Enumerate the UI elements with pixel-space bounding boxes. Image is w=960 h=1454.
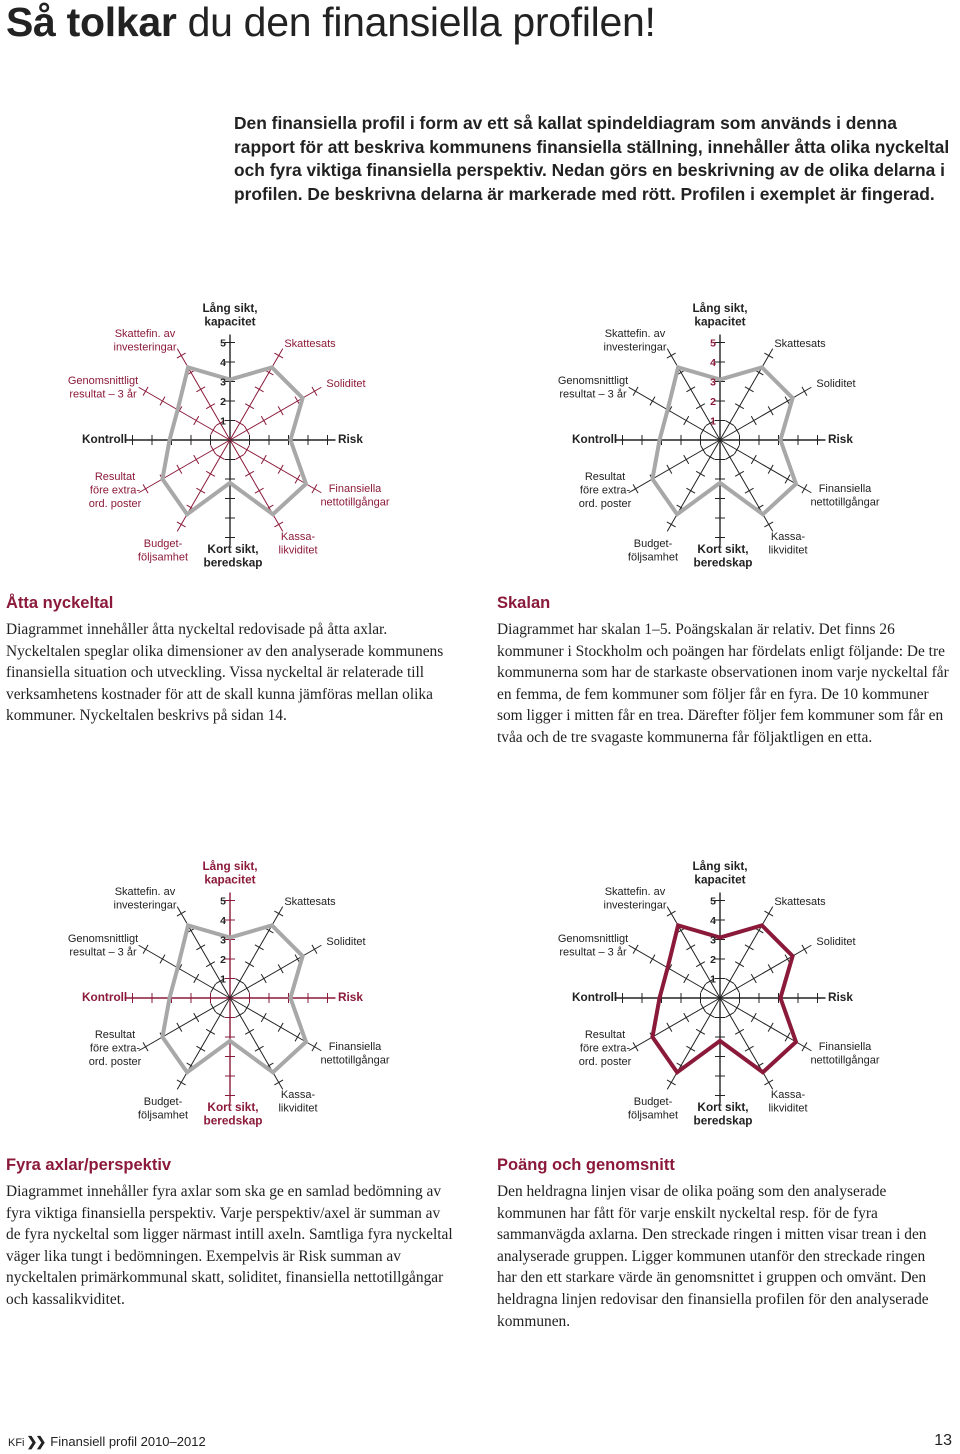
- radar-tick: [764, 353, 773, 358]
- axis-label: före extra-: [89, 484, 141, 497]
- axis-label: kapacitet: [694, 872, 746, 887]
- radar-axis: [230, 998, 283, 1089]
- axis-label: Finansiella: [818, 483, 872, 495]
- scale-label: 5: [220, 337, 226, 350]
- scale-label: 4: [710, 915, 716, 927]
- radar-tick: [177, 1023, 182, 1032]
- radar-tick: [768, 465, 773, 474]
- radar-axis: [230, 349, 283, 440]
- radar-tick: [244, 984, 249, 993]
- radar-tick: [274, 353, 283, 358]
- section-poang-genomsnitt: [497, 1155, 947, 1332]
- radar-tick: [278, 406, 283, 415]
- radar-tick: [686, 488, 695, 493]
- radar-tick: [143, 484, 148, 493]
- radar-tick: [764, 911, 773, 916]
- radar-axis: [720, 907, 773, 998]
- axis-label: resultat – 3 år: [69, 946, 137, 959]
- axis-label: Lång sikt,: [202, 301, 258, 315]
- radar-tick: [650, 955, 655, 964]
- section-body: Diagrammet har skalan 1–5. Poängskalan är relativ. Det finns 26 kommuner i Stockholm och poängen har fördelats enligt följande: De tre kommunerna som har de starkaste observationen inom varje nyckeltal får en femma, de fem kommuner som följer får en fyra. De 10 kommuner som ligger i mitten får en trea. Därefter följer fem kommuner som får en tvåa och de tre svagaste kommunerna får följaktligen en etta.: [497, 621, 949, 746]
- axis-label: följsamhet: [627, 1109, 679, 1122]
- axis-label: Genomsnittligt: [67, 933, 139, 945]
- radar-tick: [194, 974, 199, 983]
- radar-tick: [245, 962, 254, 967]
- radar-tick: [686, 1046, 695, 1051]
- radar-axis: [177, 998, 230, 1089]
- axis-label: beredskap: [693, 555, 753, 570]
- axis-label: ord. poster: [88, 498, 142, 510]
- radar-tick: [696, 404, 705, 409]
- axis-label: resultat – 3 år: [559, 388, 627, 401]
- radar-tick: [735, 471, 744, 476]
- radar-tick: [735, 962, 744, 967]
- axis-label: Finansiella: [328, 1041, 382, 1053]
- axis-label: Soliditet: [326, 378, 366, 390]
- axis-label: Risk: [828, 432, 853, 446]
- axis-label: följsamhet: [627, 551, 679, 564]
- radar-tick: [245, 471, 254, 476]
- radar-tick: [274, 1080, 283, 1085]
- axis-label: Skattefin. av: [604, 328, 666, 340]
- radar-tick: [235, 454, 244, 459]
- radar-tick: [244, 1003, 249, 1012]
- radar-tick: [211, 1003, 216, 1012]
- radar-tick: [295, 475, 300, 484]
- footer: [8, 1434, 206, 1450]
- radar-tick: [255, 1046, 264, 1051]
- radar-tick: [196, 488, 205, 493]
- axis-label: likviditet: [768, 544, 808, 557]
- radar-tick: [735, 404, 744, 409]
- axis-label: ord. poster: [578, 1056, 632, 1068]
- axis-label: ord. poster: [88, 1056, 142, 1068]
- radar-axis: [720, 998, 773, 1089]
- radar-axis: [230, 440, 283, 531]
- axis-label: före extra-: [579, 1042, 631, 1055]
- radar-axis: [230, 387, 321, 440]
- section-body: Diagrammet innehåller åtta nyckeltal redovisade på åtta axlar. Nyckeltalen speglar olika dimensioner av den analyserade kommunens finansiella situation och utveckling. Vissa nyckeltal är relaterade till verksamhetens kostnader för att de skall kunna jämföras mellan olika kommuner. Nyckeltalen beskrivs på sidan 14.: [6, 621, 444, 725]
- radar-tick: [696, 962, 705, 967]
- radar-tick: [633, 484, 638, 493]
- axis-label: kapacitet: [204, 314, 256, 329]
- radar-tick: [194, 1013, 199, 1022]
- axis-label: Budget-: [633, 1096, 673, 1108]
- spider-diagram-keyfigures: [0, 290, 480, 580]
- radar-tick: [312, 1042, 317, 1051]
- radar-tick: [734, 1003, 739, 1012]
- radar-tick: [211, 426, 216, 435]
- radar-tick: [143, 1042, 148, 1051]
- axis-label: Genomsnittligt: [67, 375, 139, 387]
- axis-label: ord. poster: [578, 498, 632, 510]
- radar-tick: [235, 421, 244, 426]
- section-fyra-axlar: [6, 1155, 458, 1311]
- axis-label: Soliditet: [816, 936, 856, 948]
- section-title: Fyra axlar/perspektiv: [6, 1156, 172, 1174]
- scale-label: 3: [710, 934, 716, 947]
- axis-label: kapacitet: [694, 314, 746, 329]
- axis-label: Kort sikt,: [697, 542, 749, 556]
- radar-tick: [667, 1080, 676, 1085]
- radar-tick: [684, 455, 689, 464]
- radar-tick: [261, 455, 266, 464]
- radar-tick: [745, 1046, 754, 1051]
- radar-tick: [751, 1013, 756, 1022]
- spider-diagram-profile: [490, 848, 960, 1138]
- radar-tick: [802, 484, 807, 493]
- axis-label: Kort sikt,: [207, 1100, 259, 1114]
- radar-tick: [706, 1012, 715, 1017]
- radar-tick: [633, 945, 638, 954]
- radar-tick: [734, 426, 739, 435]
- radar-tick: [194, 455, 199, 464]
- axis-label: Skattefin. av: [114, 886, 176, 898]
- radar-tick: [177, 353, 186, 358]
- axis-label: investeringar: [603, 899, 667, 912]
- radar-tick: [177, 522, 186, 527]
- axis-label: Skattesats: [284, 338, 336, 350]
- radar-tick: [196, 387, 205, 392]
- radar-axis: [720, 945, 811, 998]
- spider-diagram-axes: [0, 848, 480, 1138]
- scale-label: 1: [710, 973, 716, 986]
- radar-tick: [764, 1080, 773, 1085]
- radar-tick: [764, 522, 773, 527]
- radar-tick: [751, 416, 756, 425]
- axis-label: Budget-: [633, 538, 673, 550]
- radar-tick: [768, 964, 773, 973]
- radar-tick: [745, 945, 754, 950]
- radar-tick: [785, 475, 790, 484]
- axis-label: Kort sikt,: [697, 1100, 749, 1114]
- radar-tick: [206, 1029, 215, 1034]
- double-chevron-icon: ❯❯: [26, 1434, 45, 1449]
- radar-tick: [768, 1023, 773, 1032]
- axis-label: Skattesats: [774, 896, 826, 908]
- axis-label: kapacitet: [204, 872, 256, 887]
- scale-label: 1: [220, 973, 226, 986]
- radar-tick: [684, 416, 689, 425]
- radar-tick: [684, 974, 689, 983]
- axis-label: Budget-: [143, 1096, 183, 1108]
- axis-label: Risk: [338, 432, 363, 446]
- scale-label: 5: [710, 895, 716, 908]
- section-atta-nyckeltal: [6, 593, 458, 727]
- radar-axis: [139, 440, 230, 493]
- radar-tick: [261, 1013, 266, 1022]
- axis-label: Finansiella: [818, 1041, 872, 1053]
- radar-tick: [206, 404, 215, 409]
- radar-tick: [696, 1029, 705, 1034]
- axis-label: nettotillgångar: [810, 496, 880, 509]
- radar-tick: [278, 1023, 283, 1032]
- section-title: Skalan: [497, 594, 551, 612]
- scale-label: 2: [220, 954, 226, 966]
- radar-axis: [177, 440, 230, 531]
- spider-diagram-scale: [490, 290, 960, 580]
- scale-label: 2: [710, 954, 716, 966]
- radar-tick: [745, 387, 754, 392]
- axis-label: Kontroll: [82, 990, 128, 1004]
- radar-tick: [143, 945, 148, 954]
- radar-tick: [274, 522, 283, 527]
- radar-tick: [701, 445, 706, 454]
- scale-label: 4: [220, 915, 226, 927]
- axis-label: beredskap: [203, 1113, 263, 1128]
- radar-axis: [667, 440, 720, 531]
- scale-label: 5: [710, 337, 716, 350]
- radar-tick: [295, 1033, 300, 1042]
- radar-tick: [650, 397, 655, 406]
- radar-axis: [667, 998, 720, 1089]
- radar-tick: [751, 974, 756, 983]
- section-body: Diagrammet innehåller fyra axlar som ska ge en samlad bedömning av fyra viktiga finansiella perspektiv. Varje perspektiv/axel är summan av de fyra nyckeltal som ligger närmast intill axeln. Samtliga fyra nyckeltal väger lika tungt i bedömningen. Exempelvis är Risk summan av nyckeltalen primärkommunal skatt, soliditet, finansiella nettotillgångar och kassalikviditet.: [6, 1183, 453, 1308]
- profile-line: [162, 367, 306, 514]
- radar-svg: [0, 848, 480, 1138]
- profile-line: [652, 367, 796, 514]
- axis-label: Resultat: [94, 471, 136, 483]
- axis-label: Finansiella: [328, 483, 382, 495]
- axis-label: likviditet: [278, 544, 318, 557]
- axis-label: investeringar: [113, 899, 177, 912]
- radar-tick: [274, 911, 283, 916]
- radar-tick: [633, 387, 638, 396]
- radar-tick: [312, 484, 317, 493]
- page-title: Så tolkar du den finansiella profilen!: [6, 0, 656, 45]
- axis-label: beredskap: [203, 555, 263, 570]
- axis-label: Skattesats: [774, 338, 826, 350]
- radar-tick: [706, 454, 715, 459]
- axis-label: Genomsnittligt: [557, 375, 629, 387]
- intro-text: Den finansiella profil i form av ett så kallat spindeldiagram som används i denna rapport för att beskriva kommunens finansiella ställning, innehåller åtta olika nyckeltal och fyra viktiga finansiella perspektiv. Nedan görs en beskrivning av de olika delarna i profilen. De beskrivna delarna är markerade med rött. Profilen i exemplet är fingerad.: [234, 113, 950, 204]
- radar-tick: [194, 416, 199, 425]
- radar-tick: [160, 955, 165, 964]
- radar-tick: [245, 404, 254, 409]
- radar-tick: [206, 471, 215, 476]
- axis-label: före extra-: [89, 1042, 141, 1055]
- radar-axis: [629, 945, 720, 998]
- radar-tick: [211, 445, 216, 454]
- radar-axis: [720, 349, 773, 440]
- axis-label: Soliditet: [816, 378, 856, 390]
- radar-tick: [701, 984, 706, 993]
- radar-tick: [802, 1042, 807, 1051]
- radar-tick: [255, 387, 264, 392]
- section-title: Poäng och genomsnitt: [497, 1156, 675, 1174]
- radar-tick: [735, 1029, 744, 1034]
- radar-tick: [785, 1033, 790, 1042]
- radar-svg: [490, 290, 960, 580]
- radar-tick: [312, 387, 317, 396]
- radar-tick: [696, 471, 705, 476]
- footer-kfi: KFi: [8, 1437, 25, 1449]
- radar-tick: [633, 1042, 638, 1051]
- axis-label: Soliditet: [326, 936, 366, 948]
- radar-tick: [216, 454, 225, 459]
- axis-label: Lång sikt,: [692, 859, 748, 873]
- scale-label: 1: [710, 415, 716, 428]
- radar-tick: [725, 454, 734, 459]
- radar-svg: [0, 290, 480, 580]
- radar-tick: [667, 465, 672, 474]
- scale-label: 2: [710, 396, 716, 408]
- axis-label: Kort sikt,: [207, 542, 259, 556]
- radar-tick: [686, 945, 695, 950]
- radar-tick: [802, 387, 807, 396]
- axis-label: Kassa-: [280, 1089, 316, 1101]
- axis-label: beredskap: [693, 1113, 753, 1128]
- axis-label: Skattefin. av: [114, 328, 176, 340]
- radar-tick: [745, 488, 754, 493]
- radar-tick: [725, 421, 734, 426]
- radar-tick: [177, 465, 182, 474]
- footer-title: Finansiell profil 2010–2012: [50, 1434, 206, 1449]
- scale-label: 3: [710, 376, 716, 389]
- axis-label: Kontroll: [572, 990, 618, 1004]
- axis-label: likviditet: [768, 1102, 808, 1115]
- radar-axis: [230, 907, 283, 998]
- radar-tick: [177, 911, 186, 916]
- radar-tick: [278, 964, 283, 973]
- radar-tick: [255, 488, 264, 493]
- axis-label: följsamhet: [137, 1109, 189, 1122]
- axis-label: likviditet: [278, 1102, 318, 1115]
- radar-tick: [802, 945, 807, 954]
- radar-tick: [667, 353, 676, 358]
- axis-label: nettotillgångar: [320, 1054, 390, 1067]
- radar-tick: [235, 979, 244, 984]
- radar-tick: [177, 1080, 186, 1085]
- axis-label: Genomsnittligt: [557, 933, 629, 945]
- radar-axis: [720, 440, 773, 531]
- scale-label: 3: [220, 934, 226, 947]
- radar-tick: [768, 406, 773, 415]
- scale-label: 1: [220, 415, 226, 428]
- radar-tick: [196, 945, 205, 950]
- radar-tick: [734, 984, 739, 993]
- axis-label: Resultat: [584, 471, 626, 483]
- axis-label: resultat – 3 år: [559, 946, 627, 959]
- axis-label: Lång sikt,: [692, 301, 748, 315]
- radar-tick: [216, 1012, 225, 1017]
- radar-axis: [629, 440, 720, 493]
- axis-label: Resultat: [94, 1029, 136, 1041]
- radar-tick: [701, 1003, 706, 1012]
- section-body: Den heldragna linjen visar de olika poäng som den analyserade kommunen har fått för varje enskilt nyckeltal resp. för de fyra sammanvägda axlarna. Den streckade ringen i mitten visar trean i den analyserade gruppen. Ligger kommunen utanför den streckade ringen har den ett starkare värde än genomsnittet i gruppen och omvänt. Den heldragna linjen redovisar den finansiella profilen för den analyserade kommunen.: [497, 1183, 929, 1330]
- radar-tick: [734, 445, 739, 454]
- profile-line: [652, 925, 796, 1072]
- radar-axis: [629, 998, 720, 1051]
- page-number: 13: [934, 1432, 952, 1449]
- radar-tick: [312, 945, 317, 954]
- axis-label: nettotillgångar: [320, 496, 390, 509]
- radar-tick: [261, 974, 266, 983]
- axis-label: följsamhet: [137, 551, 189, 564]
- radar-axis: [230, 945, 321, 998]
- axis-label: Skattefin. av: [604, 886, 666, 898]
- axis-label: Resultat: [584, 1029, 626, 1041]
- axis-label: nettotillgångar: [810, 1054, 880, 1067]
- radar-tick: [143, 387, 148, 396]
- radar-tick: [211, 984, 216, 993]
- radar-tick: [245, 1029, 254, 1034]
- axis-label: Risk: [828, 990, 853, 1004]
- radar-tick: [255, 945, 264, 950]
- axis-label: Kassa-: [770, 1089, 806, 1101]
- radar-tick: [278, 465, 283, 474]
- radar-axis: [629, 387, 720, 440]
- radar-tick: [684, 1013, 689, 1022]
- section-skalan: [497, 593, 955, 749]
- section-title: Åtta nyckeltal: [6, 594, 114, 612]
- scale-label: 4: [710, 357, 716, 369]
- radar-tick: [667, 1023, 672, 1032]
- radar-axis: [139, 945, 230, 998]
- radar-tick: [196, 1046, 205, 1051]
- scale-label: 2: [220, 396, 226, 408]
- radar-tick: [725, 1012, 734, 1017]
- scale-label: 5: [220, 895, 226, 908]
- axis-label: resultat – 3 år: [69, 388, 137, 401]
- profile-line: [162, 925, 306, 1072]
- radar-tick: [244, 426, 249, 435]
- scale-label: 4: [220, 357, 226, 369]
- axis-label: Budget-: [143, 538, 183, 550]
- axis-label: investeringar: [603, 341, 667, 354]
- radar-tick: [160, 397, 165, 406]
- radar-tick: [261, 416, 266, 425]
- radar-tick: [686, 387, 695, 392]
- axis-label: Lång sikt,: [202, 859, 258, 873]
- radar-tick: [235, 1012, 244, 1017]
- axis-label: Skattesats: [284, 896, 336, 908]
- radar-tick: [751, 455, 756, 464]
- axis-label: investeringar: [113, 341, 177, 354]
- axis-label: Risk: [338, 990, 363, 1004]
- radar-tick: [667, 522, 676, 527]
- radar-axis: [720, 387, 811, 440]
- radar-tick: [667, 911, 676, 916]
- radar-tick: [244, 445, 249, 454]
- radar-axis: [139, 387, 230, 440]
- scale-label: 3: [220, 376, 226, 389]
- axis-label: Kontroll: [572, 432, 618, 446]
- radar-axis: [139, 998, 230, 1051]
- radar-tick: [701, 426, 706, 435]
- axis-label: Kassa-: [280, 531, 316, 543]
- axis-label: Kontroll: [82, 432, 128, 446]
- radar-svg: [490, 848, 960, 1138]
- axis-label: före extra-: [579, 484, 631, 497]
- axis-label: Kassa-: [770, 531, 806, 543]
- radar-tick: [725, 979, 734, 984]
- radar-tick: [206, 962, 215, 967]
